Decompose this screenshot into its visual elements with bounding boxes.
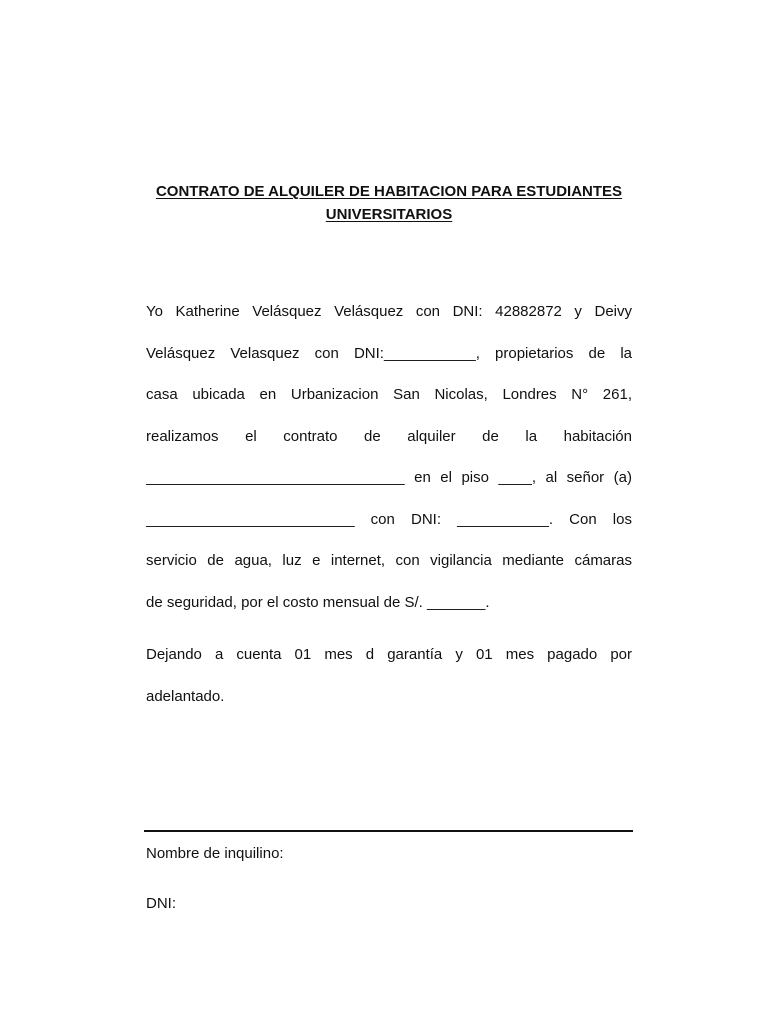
paragraph-2-line-2: adelantado. [146,688,225,705]
signature-line [144,830,633,832]
paragraph-1-line-6: _________________________ con DNI: ___________. Con los [146,511,632,528]
paragraph-2-line-1: Dejando a cuenta 01 mes d garantía y 01 mes pagado por [146,646,632,663]
contract-title-continued [146,204,632,226]
paragraph-1-line-2: Velásquez Velasquez con DNI:___________, propietarios de la [146,345,632,362]
paragraph-1-line-7: servicio de agua, luz e internet, con vigilancia mediante cámaras [146,552,632,569]
tenant-name-label: Nombre de inquilino: [146,845,284,862]
title-line-1: CONTRATO DE ALQUILER DE HABITACION PARA ESTUDIANTES [155,183,623,200]
tenant-dni-label: DNI: [146,895,176,912]
paragraph-1-line-5: _______________________________ en el piso ____, al señor (a) [146,469,632,486]
paragraph-1-line-1: Yo Katherine Velásquez Velásquez con DNI: 42882872 y Deivy [146,303,632,320]
paragraph-1-line-8: de seguridad, por el costo mensual de S/. _______. [146,594,490,611]
title-line-2: UNIVERSITARIOS [325,206,453,223]
contract-title [146,181,632,203]
paragraph-1-line-3: casa ubicada en Urbanizacion San Nicolas, Londres N° 261, [146,386,632,403]
paragraph-1-line-4: realizamos el contrato de alquiler de la habitación [146,428,632,445]
